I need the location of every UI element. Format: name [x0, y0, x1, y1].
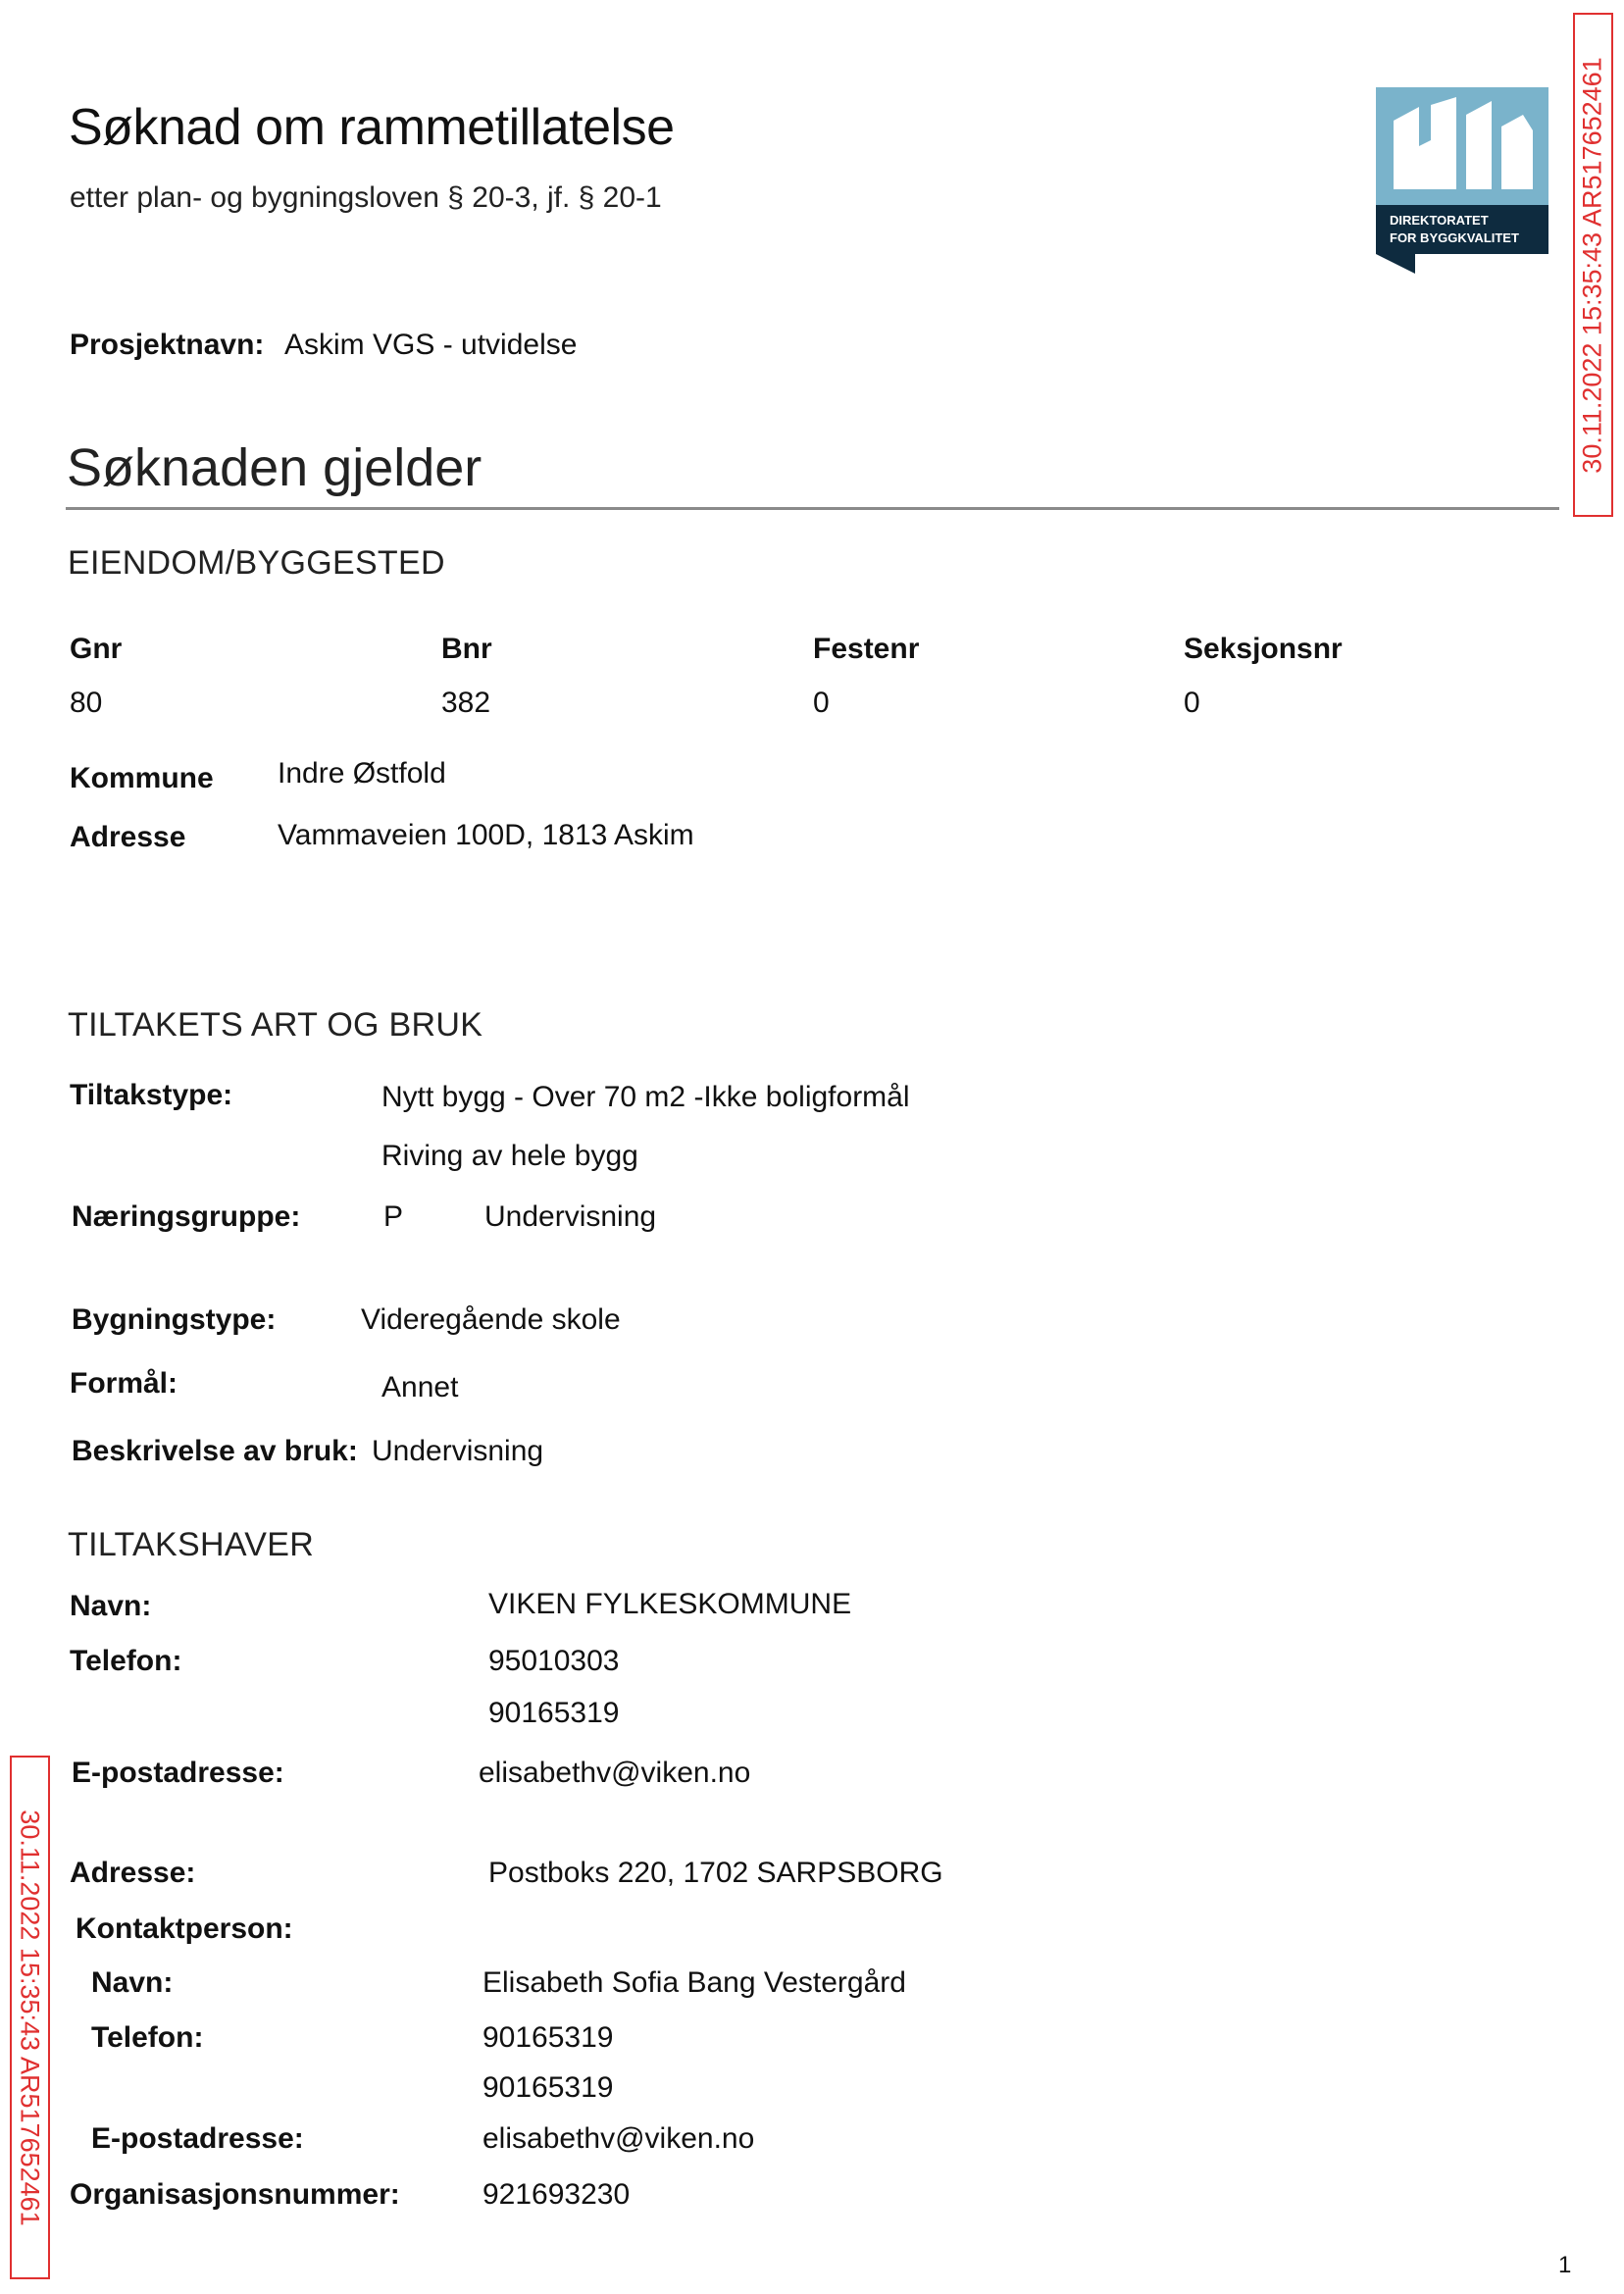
- eiendom-heading: EIENDOM/BYGGESTED: [68, 544, 445, 582]
- kontakt-navn-label: Navn:: [91, 1966, 174, 1999]
- gnr-label: Gnr: [70, 633, 123, 665]
- kommune-value: Indre Østfold: [278, 757, 446, 790]
- dibk-logo: [1376, 87, 1548, 276]
- naeringsgruppe-label: Næringsgruppe:: [72, 1200, 301, 1233]
- tiltakstype-value-1: Nytt bygg - Over 70 m2 -Ikke boligformål: [381, 1081, 910, 1113]
- organisasjonsnummer-label: Organisasjonsnummer:: [70, 2178, 400, 2211]
- kontakt-telefon-label: Telefon:: [91, 2021, 204, 2054]
- tiltakshaver-heading: TILTAKSHAVER: [68, 1526, 315, 1563]
- bygningstype-value: Videregående skole: [361, 1303, 621, 1336]
- adresse-value: Vammaveien 100D, 1813 Askim: [278, 819, 694, 851]
- tiltakstype-label: Tiltakstype:: [70, 1079, 233, 1111]
- tiltakshaver-navn-label: Navn:: [70, 1590, 152, 1622]
- formaal-label: Formål:: [70, 1367, 178, 1400]
- organisasjonsnummer-value: 921693230: [482, 2178, 631, 2211]
- festenr-label: Festenr: [813, 633, 920, 665]
- tiltakshaver-navn-value: VIKEN FYLKESKOMMUNE: [488, 1588, 852, 1620]
- tiltakshaver-telefon-value-1: 95010303: [488, 1645, 620, 1677]
- seksjonsnr-label: Seksjonsnr: [1184, 633, 1343, 665]
- timestamp-stamp-top: [1573, 13, 1613, 517]
- kontakt-epost-value: elisabethv@viken.no: [482, 2122, 755, 2155]
- stamp-text: 30.11.2022 15:35:43 AR517652461: [1578, 56, 1607, 474]
- tiltakshaver-adresse-label: Adresse:: [70, 1857, 196, 1889]
- beskrivelse-label: Beskrivelse av bruk:: [72, 1435, 358, 1467]
- beskrivelse-value: Undervisning: [372, 1435, 544, 1467]
- festenr-value: 0: [813, 687, 830, 719]
- timestamp-stamp-left: [10, 1756, 50, 2279]
- bygningstype-label: Bygningstype:: [72, 1303, 277, 1336]
- tiltakshaver-telefon-label: Telefon:: [70, 1645, 182, 1677]
- seksjonsnr-value: 0: [1184, 687, 1200, 719]
- logo-ribbon-tail: [1376, 254, 1415, 274]
- section-divider: [66, 507, 1559, 510]
- document-title: Søknad om rammetillatelse: [69, 99, 675, 156]
- kontaktperson-label: Kontaktperson:: [76, 1912, 293, 1945]
- kommune-label: Kommune: [70, 762, 214, 794]
- gnr-value: 80: [70, 687, 103, 719]
- adresse-label: Adresse: [70, 821, 186, 853]
- kontakt-telefon-value-2: 90165319: [482, 2071, 614, 2104]
- tiltakshaver-telefon-value-2: 90165319: [488, 1697, 620, 1729]
- kontakt-telefon-value-1: 90165319: [482, 2021, 614, 2054]
- naeringsgruppe-code: P: [383, 1200, 404, 1233]
- logo-text-line2: FOR BYGGKVALITET: [1390, 230, 1519, 245]
- stamp-text: 30.11.2022 15:35:43 AR517652461: [16, 1809, 45, 2226]
- tiltakstype-value-2: Riving av hele bygg: [381, 1140, 638, 1172]
- formaal-value: Annet: [381, 1371, 459, 1403]
- page-number: 1: [1558, 2252, 1572, 2278]
- tiltak-heading: TILTAKETS ART OG BRUK: [68, 1006, 483, 1044]
- document-subtitle: etter plan- og bygningsloven § 20-3, jf. § 20-1: [70, 181, 662, 214]
- naeringsgruppe-value: Undervisning: [484, 1200, 657, 1233]
- bnr-value: 382: [441, 687, 491, 719]
- bnr-label: Bnr: [441, 633, 492, 665]
- logo-text-line1: DIREKTORATET: [1390, 213, 1489, 228]
- section-title: Søknaden gjelder: [67, 438, 482, 497]
- tiltakshaver-epost-label: E-postadresse:: [72, 1757, 284, 1789]
- kontakt-epost-label: E-postadresse:: [91, 2122, 304, 2155]
- tiltakshaver-adresse-value: Postboks 220, 1702 SARPSBORG: [488, 1857, 943, 1889]
- project-value: Askim VGS - utvidelse: [284, 329, 578, 361]
- kontakt-navn-value: Elisabeth Sofia Bang Vestergård: [482, 1966, 906, 1999]
- project-label: Prosjektnavn:: [70, 329, 265, 361]
- tiltakshaver-epost-value: elisabethv@viken.no: [479, 1757, 751, 1789]
